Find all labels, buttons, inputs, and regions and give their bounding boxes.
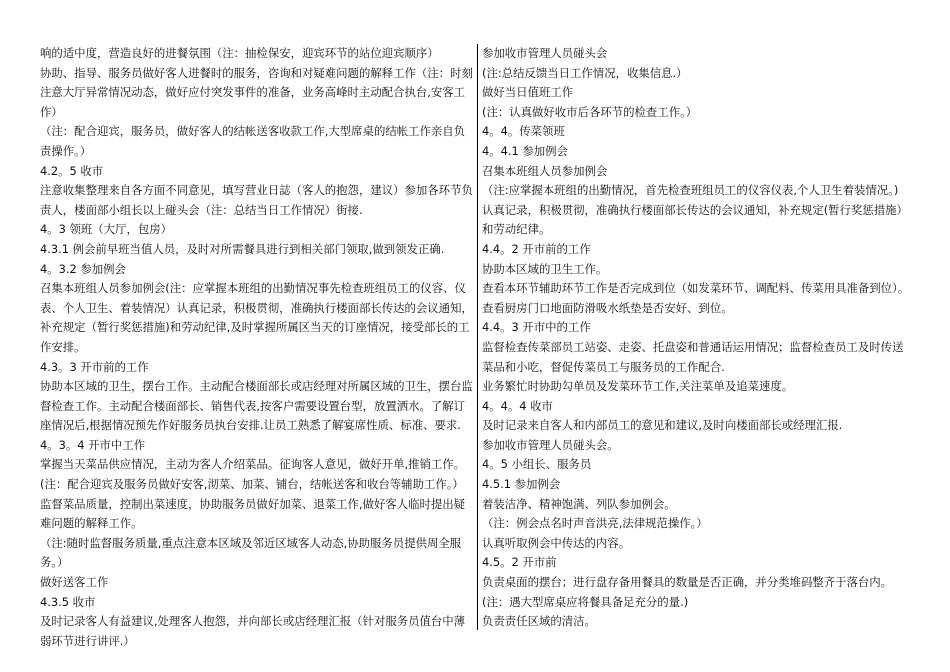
section-heading: 4。3 领班（大厅，包房）	[40, 222, 173, 237]
left-column	[40, 44, 477, 648]
paragraph: 业务繁忙时协助勾单员及发菜环节工作,关注菜单及追菜速度。	[482, 379, 794, 394]
paragraph: 召集本班组人员参加例会(注：应掌握本班组的出勤情况事先检查班组员工的仪容、仪表、个人卫生、着装情况）认真记录，积极贯彻，准确执行楼面部长传达的会议通知，补充规定（暂行奖惩措施)和劳动纪律,及时掌握所属区当天的订座情况，接受部长的工作安排。	[40, 281, 473, 354]
right-column	[477, 44, 914, 630]
paragraph: （注:应掌握本班组的出勤情况，首先检查班组员工的仪容仪表,个人卫生着装情况。)	[482, 183, 899, 198]
paragraph: （注：例会点名时声音洪亮,法律规范操作。）	[482, 516, 708, 531]
paragraph: 负责责任区域的清洁。	[482, 614, 596, 629]
paragraph: 查看本环节辅助环节工作是否完成到位（如发菜环节、调配料、传菜用具准备到位）。	[482, 281, 910, 296]
section-heading: 4。4。传菜领班	[482, 124, 565, 139]
paragraph: 查看厨房门口地面防滑吸水纸垫是否安好、到位。	[482, 300, 733, 315]
paragraph: 注意收集整理来自各方面不同意见，填写营业日誌（客人的抱怨，建议）参加各环节负责人，楼面部小组长以上碰头会（注：总结当日工作情况）街接.	[40, 183, 473, 217]
paragraph: 认真听取例会中传达的内容。	[482, 535, 631, 550]
section-heading: 4.4。3 开市中的工作	[482, 320, 591, 335]
paragraph: (注：认真做好收市后各环节的检查工作。）	[482, 104, 698, 119]
section-heading: 4。4.1 参加例会	[482, 143, 568, 158]
paragraph: 协助本区域的卫生工作。	[482, 261, 608, 276]
paragraph: 监督菜品质量，控制出菜速度，协助服务员做好加菜、退菜工作,做好客人临时提出疑难问题的解释工作。	[40, 496, 466, 531]
paragraph: 参加收市管理人员碰头会	[482, 46, 608, 60]
document-page	[40, 44, 914, 648]
section-heading: 4.3。3 开市前的工作	[40, 359, 149, 374]
section-heading: 4.5.1 参加例会	[482, 477, 561, 492]
paragraph: 响的适中度，营造良好的进餐氛围（注：抽检保安，迎宾环节的站位迎宾顺序）	[40, 46, 439, 60]
section-heading: 4。3.2 参加例会	[40, 261, 126, 276]
section-heading: 4。3。4 开市中工作	[40, 437, 146, 452]
paragraph: 协助本区域的卫生，摆台工作。主动配合楼面部长或店经理对所属区域的卫生，摆台监督检查工作。主动配合楼面部长、销售代表,按客户需要设置台型，放置洒水。了解订座情况后,根据情况预先作好服务员执台安排.让员工熟悉了解宴席性质、标准、要求.	[40, 379, 473, 433]
paragraph: （注:随时监督服务质量,重点注意本区域及邻近区域客人动态,协助服务员提供周全服务。）	[40, 535, 462, 570]
section-heading: 4.3.5 收市	[40, 594, 96, 609]
section-heading: 4。4。4 收市	[482, 398, 553, 413]
paragraph: 召集本班组人员参加例会	[482, 163, 608, 178]
paragraph: 监督检查传菜部员工站姿、走姿、托盘姿和普通话运用情况；监督检查员工及时传送菜品和小吃，督促传菜员工与服务员的工作配合.	[482, 339, 904, 374]
paragraph: 着装洁净、精神饱满、列队参加例会。	[482, 496, 676, 511]
paragraph: 做好当日值班工作	[482, 85, 574, 100]
section-heading: 4.5。2 开市前	[482, 555, 557, 570]
paragraph: 掌握当天菜品供应情况，主动为客人介绍菜品。征询客人意见，做好开单,推销工作。(注：配合迎宾及服务员做好安客,沏菜、加菜、铺台，结帐送客和收台等辅助工作。）	[40, 457, 466, 492]
paragraph: （注：配合迎宾，服务员，做好客人的结帐送客收款工作,大型席桌的结帐工作亲自负责操作。）	[40, 124, 466, 158]
paragraph: 及时记录来自客人和内部员工的意见和建议,及时向楼面部长或经理汇报.	[482, 418, 843, 433]
section-heading: 4.4。2 开市前的工作	[482, 241, 591, 256]
paragraph: 认真记录，积极贯彻，准确执行楼面部长传达的会议通知，补充规定(暂行奖惩措施）和劳动纪律。	[482, 202, 908, 237]
paragraph: (注：遇大型席桌应将餐具备足充分的量.)	[482, 594, 689, 609]
paragraph: 负责桌面的摆台；进行盘存备用餐具的数量是否正确，并分类堆码整齐于落台内。	[482, 575, 893, 590]
paragraph: (注:总结反馈当日工作情况，收集信息.）	[482, 65, 688, 80]
section-heading: 4。5 小组长、服务员	[482, 457, 592, 472]
paragraph: 及时记录客人有益建议,处理客人抱怨，并向部长或店经理汇报（针对服务员值台中薄弱环节进行讲评.）	[40, 614, 466, 648]
paragraph: 协助、指导、服务员做好客人进餐时的服务，咨询和对疑难问题的解释工作（注：时刻注意大厅异常情况动态，做好应付突发事件的准备，业务高峰时主动配合执台,安客工作）	[40, 65, 473, 119]
paragraph: 4.3.1 例会前早班当值人员，及时对所需餐具进行到相关部门领取,做到领发正确.	[40, 241, 445, 256]
paragraph: 参加收市管理人员碰头会。	[482, 437, 619, 452]
paragraph: 做好送客工作	[40, 575, 109, 590]
section-heading: 4.2。5 收市	[40, 163, 104, 178]
